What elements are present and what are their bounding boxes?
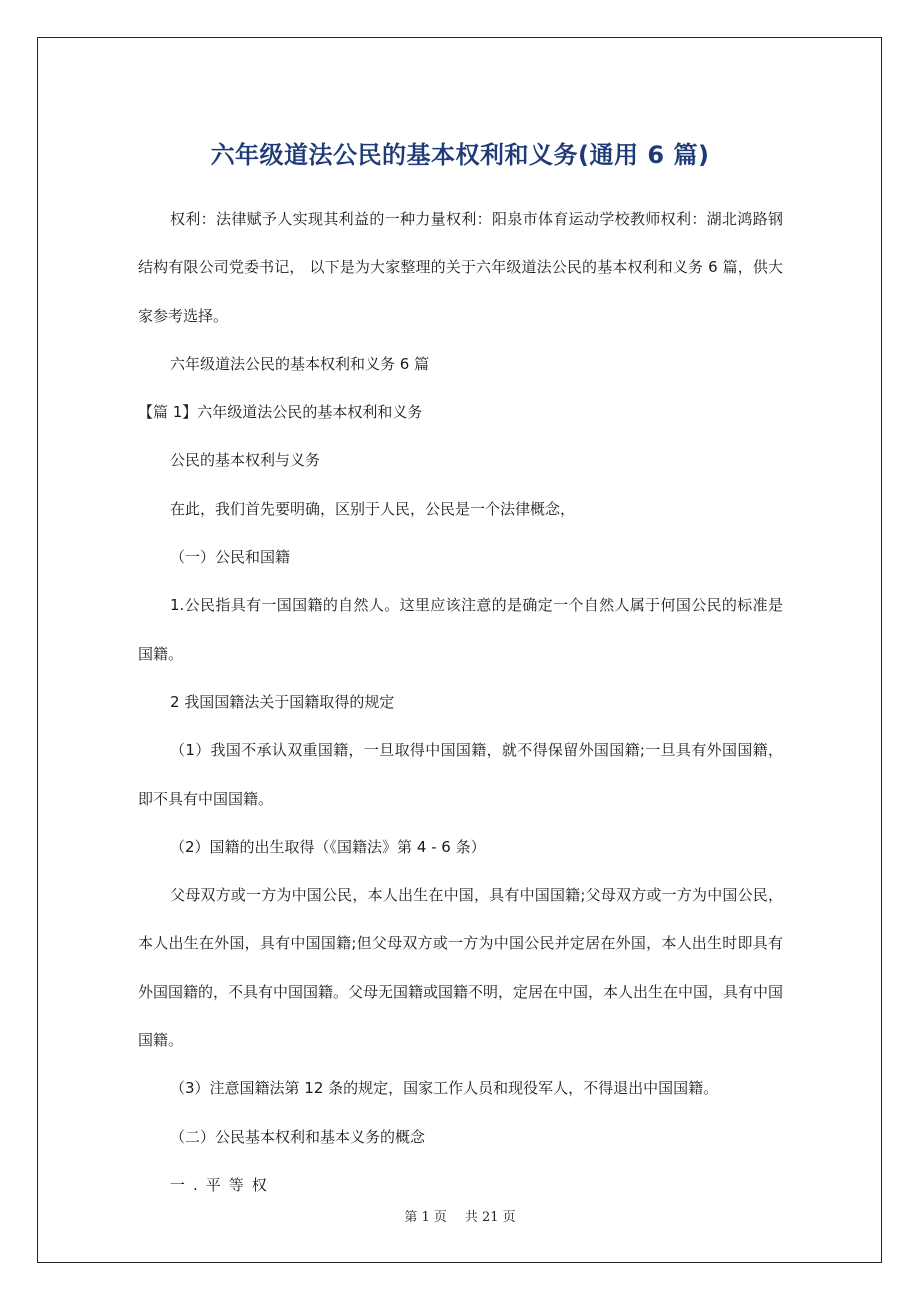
paragraph-heading-citizen-nationality: （一）公民和国籍: [170, 548, 291, 567]
document-title: 六年级道法公民的基本权利和义务(通用 6 篇): [210, 141, 710, 170]
total-pages: 共 21 页: [464, 1210, 516, 1225]
document-body: [138, 195, 783, 1209]
paragraph-citizen-definition: 1.公民指具有一国国籍的自然人。这里应该注意的是确定一个自然人属于何国公民的标准是国籍。: [138, 596, 783, 663]
page-footer: [40, 1206, 880, 1225]
paragraph-dual-nationality: （1）我国不承认双重国籍，一旦取得中国国籍，就不得保留外国国籍;一旦具有外国国籍，即不具有中国国籍。: [138, 741, 783, 808]
paragraph-citizen-concept: 在此，我们首先要明确，区别于人民，公民是一个法律概念，: [170, 499, 576, 518]
paragraph-intro: 权利：法律赋予人实现其利益的一种力量权利：阳泉市体育运动学校教师权利：湖北鸿路钢结构有限公司党委书记， 以下是为大家整理的关于六年级道法公民的基本权利和义务 6 篇，供大家参考选择。: [138, 210, 783, 325]
section-heading-part-1: 【篇 1】六年级道法公民的基本权利和义务: [138, 403, 423, 422]
paragraph-heading-nationality-law: 2 我国国籍法关于国籍取得的规定: [170, 692, 395, 711]
paragraph-article-12: （3）注意国籍法第 12 条的规定，国家工作人员和现役军人，不得退出中国国籍。: [170, 1079, 719, 1098]
paragraph-heading-basic-concepts: （二）公民基本权利和基本义务的概念: [170, 1127, 426, 1146]
paragraph-subtitle: 六年级道法公民的基本权利和义务 6 篇: [170, 354, 430, 373]
paragraph-birth-acquisition: （2）国籍的出生取得（《国籍法》第 4 - 6 条）: [170, 837, 486, 856]
paragraph-heading-equality: 一.平等权: [170, 1175, 275, 1194]
page-number: 第 1 页: [404, 1210, 447, 1225]
paragraph-heading-rights-duties: 公民的基本权利与义务: [170, 451, 321, 470]
paragraph-parents-rules: 父母双方或一方为中国公民，本人出生在中国，具有中国国籍;父母双方或一方为中国公民，本人出生在外国，具有中国国籍;但父母双方或一方为中国公民并定居在外国，本人出生时即具有外国国籍的，不具有中国国籍。父母无国籍或国籍不明，定居在中国，本人出生在中国，具有中国国籍。: [138, 886, 784, 1050]
